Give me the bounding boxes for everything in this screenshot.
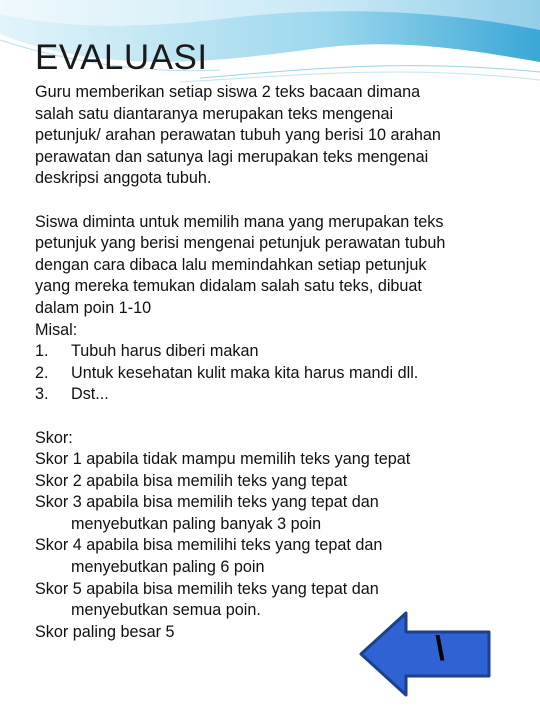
list-item [35,341,515,363]
instruction-line: yang mereka temukan didalam salah satu teks, dibuat [35,277,422,296]
score-label: Skor: [35,428,73,447]
list-number: 3. [35,385,49,404]
list-item [35,384,515,406]
score-line: Skor 2 apabila bisa memilih teks yang tepat [35,471,348,490]
instruction-line: dengan cara dibaca lalu memindahkan setiap petunjuk [35,255,427,274]
score-line: Skor 5 apabila bisa memilih teks yang tepat dan [35,579,379,598]
list-number: 2. [35,363,49,382]
evaluation-content [35,82,515,643]
instruction-line: Siswa diminta untuk memilih mana yang merupakan teks [35,212,444,231]
score-line: Skor 3 apabila bisa memilih teks yang tepat dan [35,493,379,512]
list-text: Dst... [71,385,109,404]
page-title: EVALUASI [35,38,208,77]
list-number: 1. [35,342,49,361]
back-arrow-button[interactable] [358,610,494,698]
description-line: perawatan dan satunya lagi merupakan teks mengenai [35,147,429,166]
back-button-label: \ [435,630,445,668]
max-score-line: Skor paling besar 5 [35,622,175,641]
description-line: salah satu diantaranya merupakan teks mengenai [35,104,394,123]
instruction-line: petunjuk yang berisi mengenai petunjuk perawatan tubuh [35,234,446,253]
description-line: deskripsi anggota tubuh. [35,169,212,188]
score-line-continuation: menyebutkan paling 6 poin [71,558,265,577]
score-line: Skor 4 apabila bisa memilihi teks yang tepat dan [35,536,383,555]
score-line-continuation: menyebutkan paling banyak 3 poin [71,514,322,533]
list-item [35,363,515,385]
list-text: Tubuh harus diberi makan [71,342,259,361]
description-line: Guru memberikan setiap siswa 2 teks bacaan dimana [35,83,421,101]
example-list [35,341,515,406]
example-label: Misal: [35,320,78,339]
score-line: Skor 1 apabila tidak mampu memilih teks yang tepat [35,450,411,469]
instruction-line: dalam poin 1-10 [35,298,152,317]
description-line: petunjuk/ arahan perawatan tubuh yang berisi 10 arahan [35,126,441,145]
score-line-continuation: menyebutkan semua poin. [71,601,261,620]
list-text: Untuk kesehatan kulit maka kita harus mandi dll. [71,363,419,382]
